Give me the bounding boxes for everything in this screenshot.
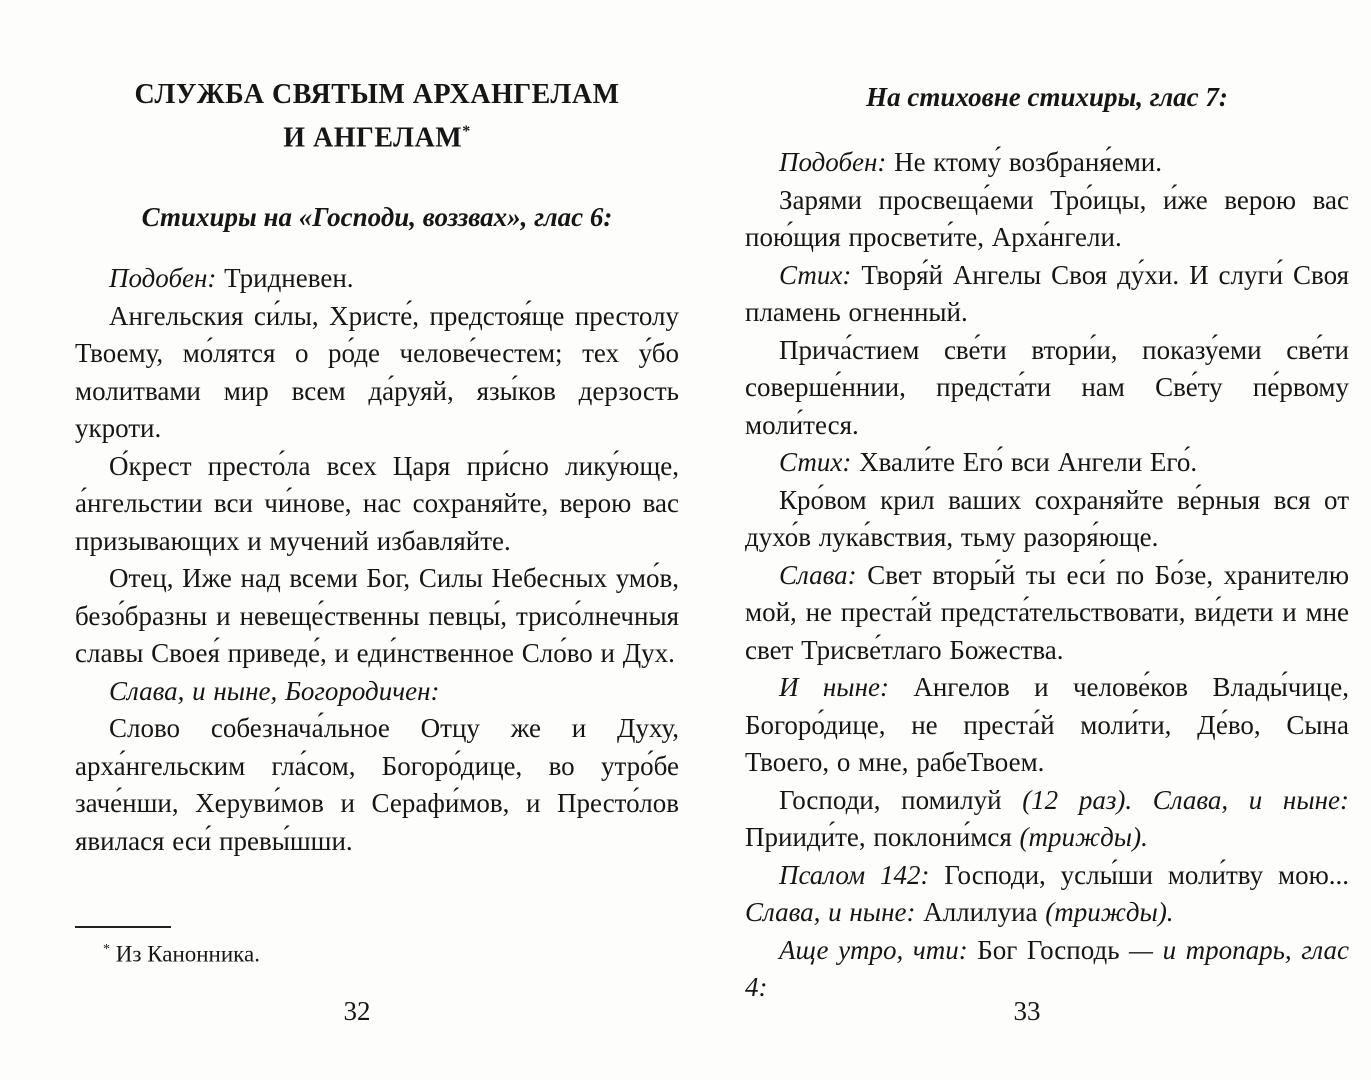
text-segment: Не ктому́ возбраня́еми. bbox=[894, 147, 1163, 177]
footnote-text bbox=[75, 936, 679, 969]
text-segment: Стих: bbox=[779, 259, 862, 290]
text-segment: Ангельския си́лы, Христе́, предстоя́ще престолу Твоему, мо́лятся о ро́де челове́честем; тех у́бо молитвами мир всем да́руяй, язы́ков дерзость укроти. bbox=[75, 300, 679, 444]
paragraph bbox=[745, 444, 1349, 482]
title-line-1: СЛУЖБА СВЯТЫМ АРХАНГЕЛАМ bbox=[134, 79, 620, 110]
footnote-rule bbox=[75, 926, 171, 928]
paragraph bbox=[745, 182, 1349, 257]
paragraph bbox=[745, 557, 1349, 670]
footnote-label: Из Канонника. bbox=[110, 941, 260, 967]
text-segment: Стих: bbox=[779, 447, 860, 477]
text-segment: Подобен: bbox=[779, 147, 895, 177]
text-segment: Хвали́те Его́ вси Ангели Его́. bbox=[859, 447, 1198, 477]
paragraph bbox=[75, 710, 679, 860]
text-segment: Прииди́те, поклони́мся bbox=[745, 822, 1020, 852]
page-number-right: 33 bbox=[1013, 996, 1041, 1026]
text-segment: Кро́вом крил ваших сохраняйте ве́рныя вся от духо́в лука́вствия, тьму разоря́юще. bbox=[745, 484, 1349, 552]
footnote bbox=[75, 926, 679, 969]
text-segment: Свет вторы́й ты еси́ по Бо́зе, хранителю мой, не преста́й предста́тельствовати, ви́дети и мне свет Трисве́тлаго Божества. bbox=[745, 559, 1349, 665]
footnote-mark: * bbox=[103, 942, 110, 957]
text-segment: О́крест престо́ла всех Царя при́сно лику́юще, а́нгельстии вси чи́нове, нас сохраняйте, верою вас призывающих и мучений избавляйте. bbox=[75, 450, 679, 556]
left-page bbox=[75, 0, 679, 860]
text-segment: И ныне: bbox=[779, 672, 914, 702]
paragraph bbox=[75, 260, 679, 298]
text-segment: Слава: bbox=[779, 559, 868, 590]
page-number-left: 32 bbox=[343, 996, 371, 1026]
text-segment: Ангелов и челове́ков Влады́чице, Богоро́дице, не преста́й моли́ти, Де́во, Сына Твоего, о мне, рабеТвоем. bbox=[745, 672, 1349, 777]
paragraph bbox=[75, 673, 679, 711]
paragraph bbox=[75, 560, 679, 673]
text-segment: Тридневен. bbox=[224, 263, 354, 294]
paragraph bbox=[75, 448, 679, 561]
text-segment: (12 раз). Слава, и ныне: bbox=[1022, 784, 1349, 815]
text-segment: Аллилуиа bbox=[923, 897, 1046, 927]
page-title bbox=[75, 76, 679, 156]
paragraph bbox=[745, 857, 1349, 932]
paragraph bbox=[745, 782, 1349, 857]
paragraph bbox=[745, 669, 1349, 782]
title-line-2: И АНГЕЛАМ bbox=[283, 122, 463, 154]
text-segment: Слава, и ныне: bbox=[745, 897, 924, 927]
text-segment: Отец, Иже над всеми Бог, Силы Небесных умо́в, безо́бразны и невеще́ственны певцы́, трисо́лнечныя славы Своея́ приведе́, и еди́нственное Сло́во и Дух. bbox=[75, 563, 679, 669]
paragraph bbox=[745, 332, 1349, 445]
text-segment: Прича́стием све́ти втори́и, показу́еми све́ти соверше́ннии, предста́ти нам Све́ту пе́рвому моли́теся. bbox=[745, 334, 1349, 440]
paragraph bbox=[745, 482, 1349, 557]
text-segment: Бог Господь bbox=[977, 934, 1130, 965]
text-segment: — и тропарь, глас 4: bbox=[745, 934, 1349, 1002]
left-body-text bbox=[75, 260, 679, 860]
right-body-text bbox=[745, 144, 1349, 1007]
text-segment: Господи, помилуй bbox=[779, 784, 1023, 815]
paragraph bbox=[745, 144, 1349, 182]
section-heading-right: На стиховне стихиры, глас 7: bbox=[866, 82, 1228, 112]
text-segment: Творя́й Ангелы Своя ду́хи. И слуги́ Своя пламень огненный. bbox=[745, 259, 1349, 327]
text-segment: Подобен: bbox=[109, 263, 225, 294]
right-page bbox=[745, 0, 1349, 1007]
text-segment: Зарями просвеща́еми Тро́ицы, и́же верою вас пою́щия просвети́те, Арха́нгели. bbox=[745, 184, 1349, 252]
paragraph bbox=[745, 257, 1349, 332]
text-segment: Слава, и ныне, Богородичен: bbox=[109, 675, 440, 706]
title-footnote-mark: * bbox=[462, 123, 471, 140]
text-segment: (трижды). bbox=[1045, 897, 1174, 927]
text-segment: Аще утро, чти: bbox=[779, 934, 978, 965]
text-segment: (трижды). bbox=[1019, 822, 1148, 852]
paragraph bbox=[75, 298, 679, 448]
text-segment: Слово собезнача́льное Отцу же и Духу, арха́нгельским гла́сом, Богоро́дице, во утро́бе заче́нши, Херуви́мов и Серафи́мов, и Престо́лов явилася еси́ превы́шши. bbox=[75, 713, 679, 856]
text-segment: Псалом 142: bbox=[779, 859, 945, 890]
text-segment: Господи, услы́ши моли́тву мою... bbox=[944, 859, 1349, 890]
section-heading-left: Стихиры на «Господи, воззвах», глас 6: bbox=[141, 202, 613, 233]
